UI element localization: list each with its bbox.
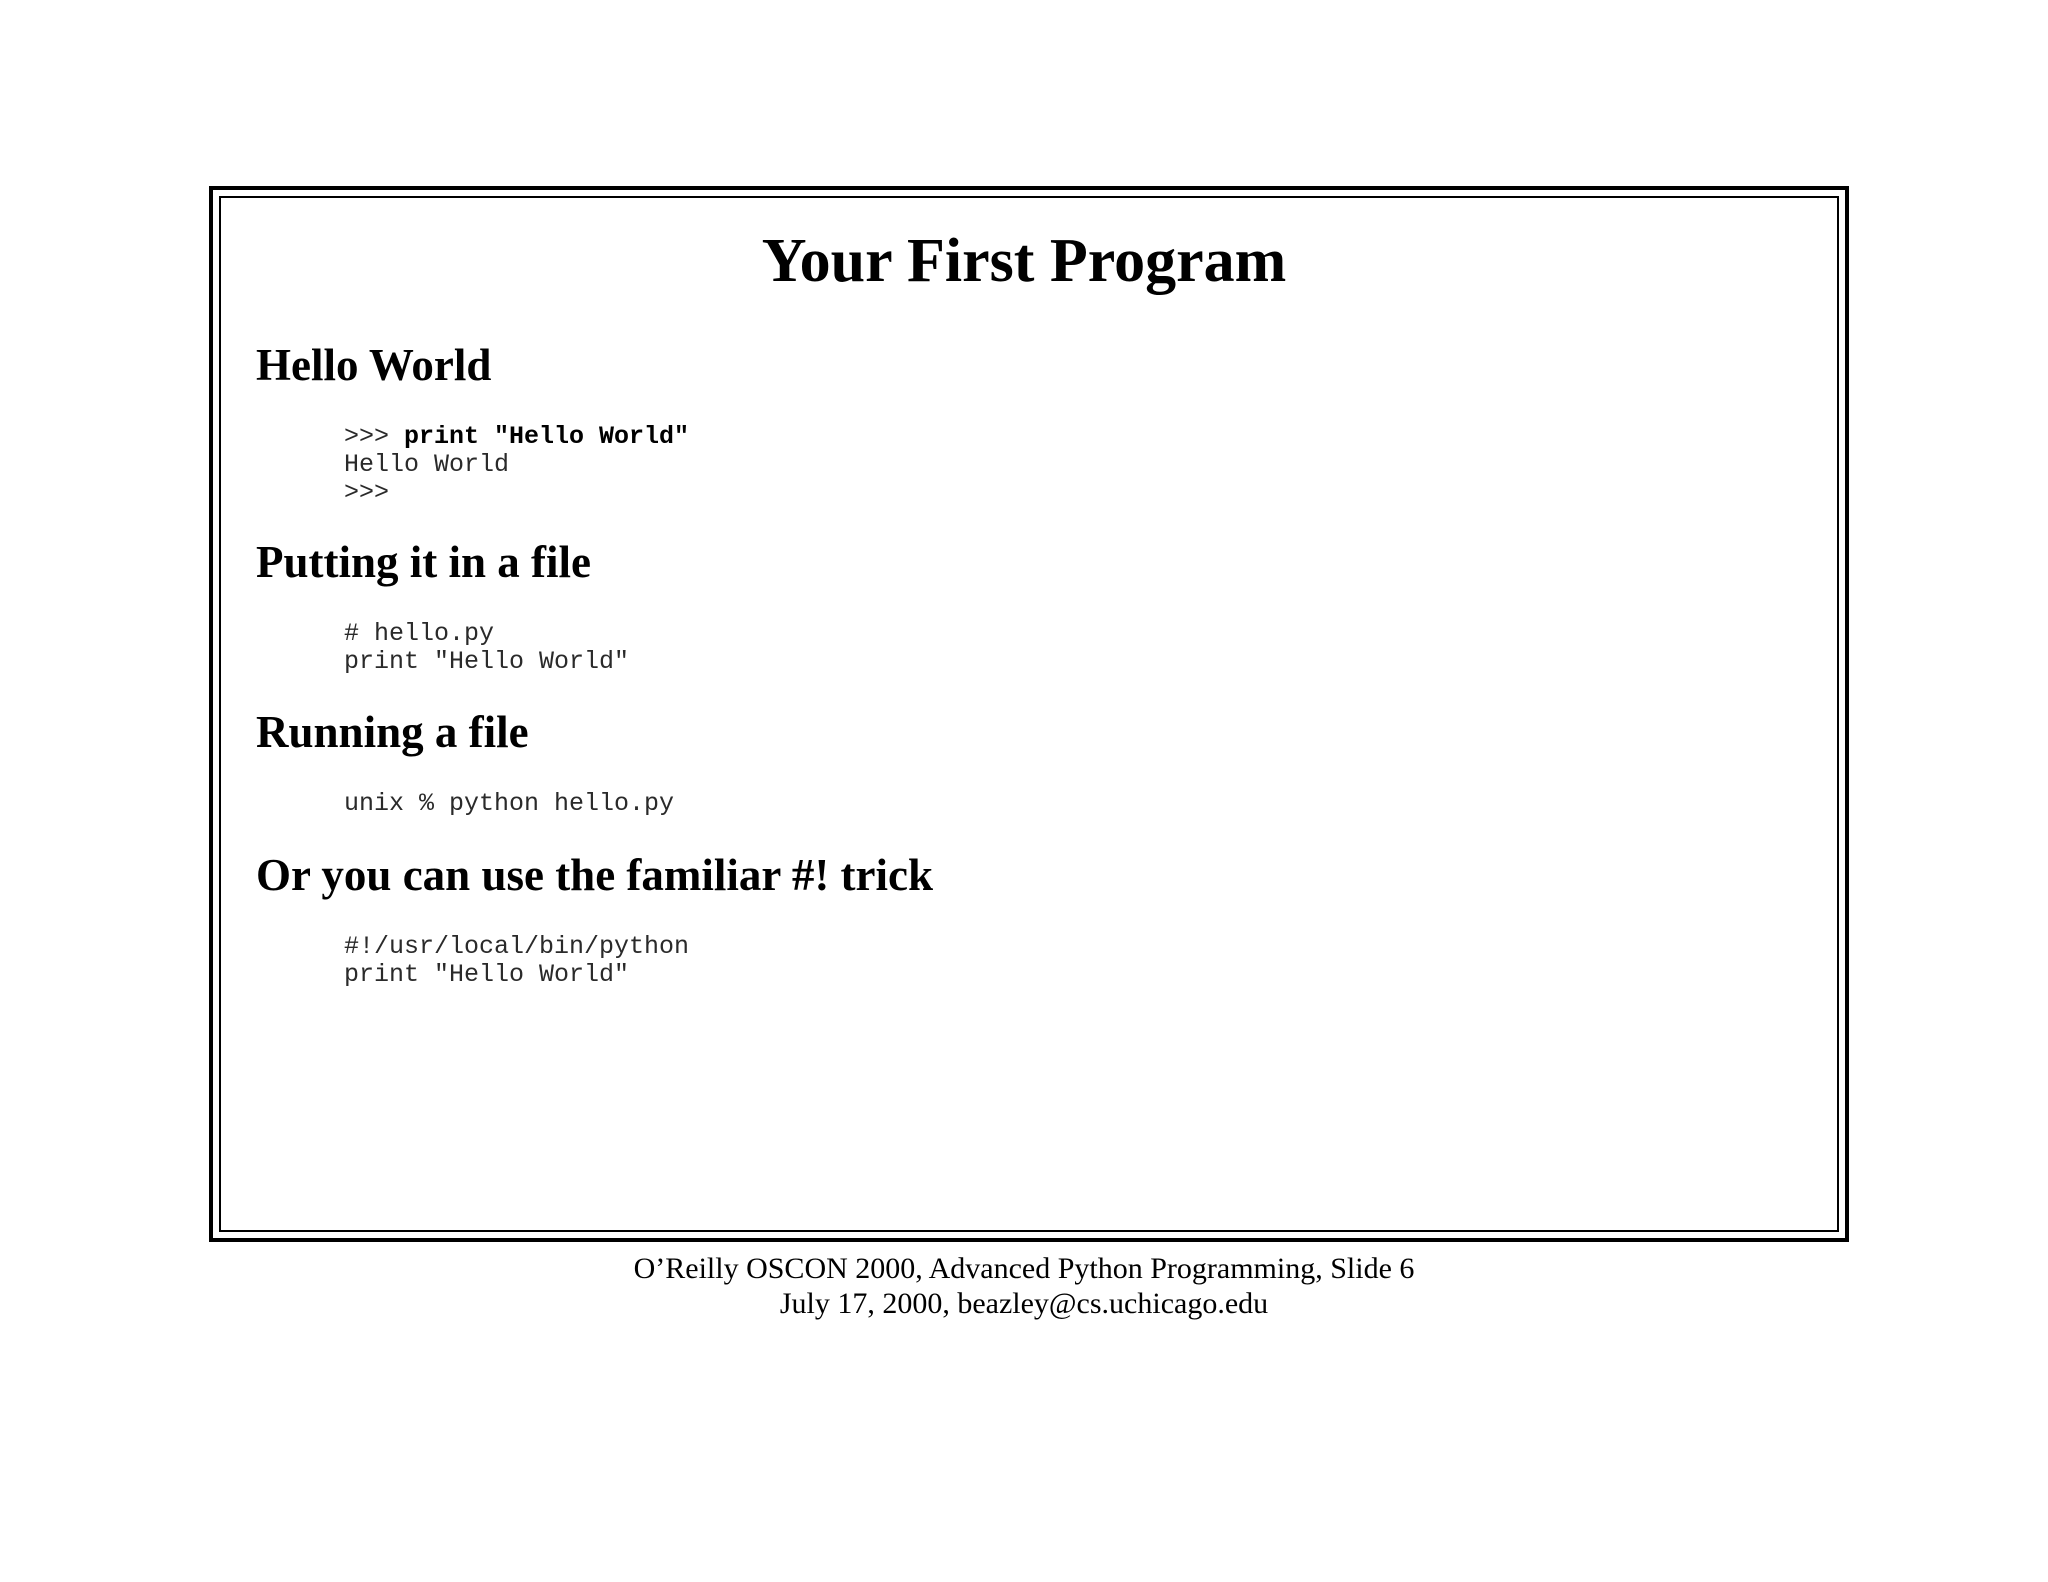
footer-conference-line: O’Reilly OSCON 2000, Advanced Python Programming, Slide 6 — [633, 1252, 1415, 1285]
section-running-file — [256, 707, 1756, 818]
section-heading: Or you can use the familiar #! trick — [256, 850, 934, 900]
section-hello-world — [256, 340, 1756, 507]
slide-title: Your First Program — [761, 227, 1287, 295]
slide-footer — [0, 1251, 2048, 1321]
code-line: >>> — [344, 478, 390, 507]
code-block-file — [344, 620, 629, 676]
code-command: print "Hello World" — [404, 422, 690, 451]
code-line: print "Hello World" — [344, 647, 630, 676]
code-block-run — [344, 790, 674, 818]
footer-date-email-line: July 17, 2000, beazley@cs.uchicago.edu — [779, 1287, 1269, 1320]
section-heading: Hello World — [256, 340, 492, 390]
section-heading: Running a file — [256, 707, 529, 757]
code-line — [344, 423, 689, 451]
section-heading: Putting it in a file — [256, 537, 591, 587]
code-prompt: >>> — [344, 422, 405, 451]
code-block-shebang — [344, 933, 689, 989]
code-line: # hello.py — [344, 619, 495, 648]
section-putting-in-file — [256, 537, 1756, 676]
code-line: Hello World — [344, 450, 510, 479]
code-line: #!/usr/local/bin/python — [344, 932, 690, 961]
section-shebang-trick — [256, 850, 1756, 989]
code-line: unix % python hello.py — [344, 789, 675, 818]
code-line: print "Hello World" — [344, 960, 630, 989]
code-block-interactive — [344, 423, 689, 507]
